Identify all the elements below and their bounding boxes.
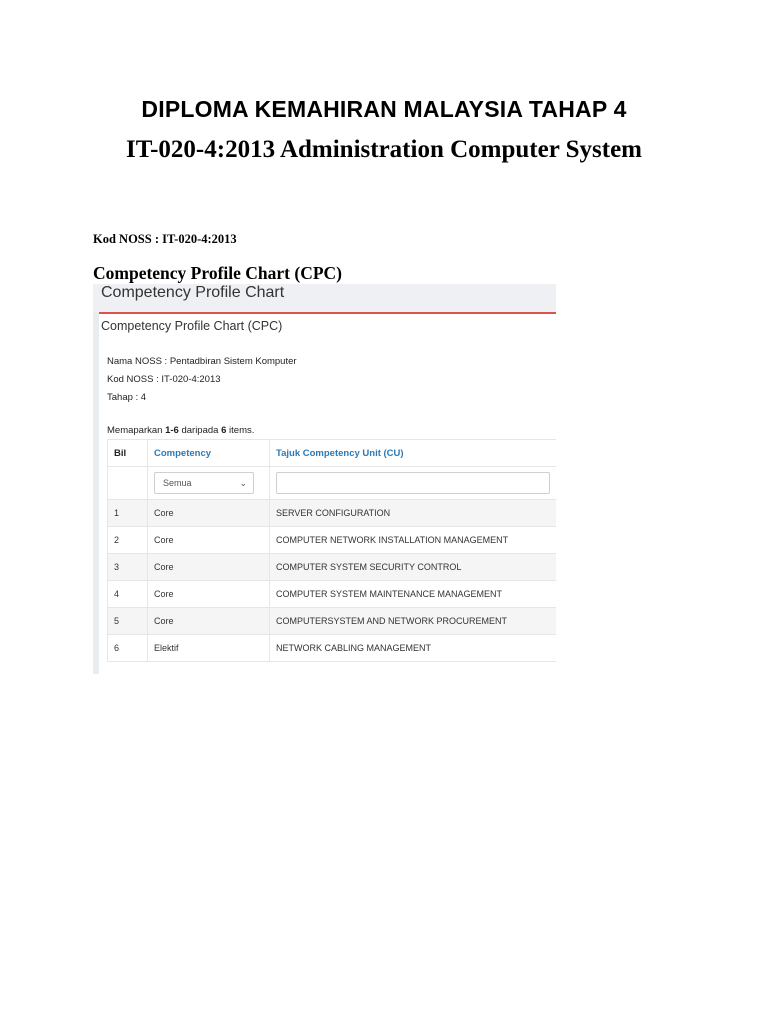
cell-bil: 1 — [108, 500, 148, 527]
screenshot-top-bar — [93, 284, 556, 312]
cell-tajuk: COMPUTER SYSTEM MAINTENANCE MANAGEMENT — [270, 581, 557, 608]
tajuk-filter-input[interactable] — [276, 472, 550, 494]
table-row — [108, 581, 557, 608]
summary-prefix: Memaparkan — [107, 425, 166, 436]
competency-filter-value: Semua — [163, 478, 192, 488]
cell-tajuk: COMPUTER SYSTEM SECURITY CONTROL — [270, 554, 557, 581]
competency-table — [107, 439, 556, 662]
chevron-down-icon: ⌄ — [239, 478, 247, 488]
panel-title: Competency Profile Chart (CPC) — [101, 319, 283, 333]
cell-bil: 4 — [108, 581, 148, 608]
document-subtitle: IT-020-4:2013 Administration Computer System — [126, 136, 642, 163]
kod-noss-label: Kod NOSS : IT-020-4:2013 — [93, 232, 237, 246]
cell-tajuk: COMPUTERSYSTEM AND NETWORK PROCUREMENT — [270, 608, 557, 635]
summary-range: 1-6 — [165, 425, 179, 436]
filter-cell-competency — [148, 467, 270, 500]
cell-bil: 3 — [108, 554, 148, 581]
filter-cell-tajuk — [270, 467, 557, 500]
competency-filter-select[interactable] — [154, 472, 254, 494]
items-summary — [107, 425, 254, 436]
table-row — [108, 635, 557, 662]
topbar-title: Competency Profile Chart — [101, 284, 285, 301]
column-header-bil: Bil — [108, 440, 148, 467]
cell-competency: Core — [148, 581, 270, 608]
document-title: DIPLOMA KEMAHIRAN MALAYSIA TAHAP 4 — [141, 96, 627, 122]
table-header-row — [108, 440, 557, 467]
cell-competency: Core — [148, 500, 270, 527]
meta-nama-noss: Nama NOSS : Pentadbiran Sistem Komputer — [107, 356, 297, 367]
column-header-competency[interactable]: Competency — [148, 440, 270, 467]
cell-bil: 2 — [108, 527, 148, 554]
filter-cell-empty — [108, 467, 148, 500]
cell-competency: Core — [148, 554, 270, 581]
cell-competency: Core — [148, 527, 270, 554]
table-row — [108, 527, 557, 554]
summary-total: 6 — [221, 425, 227, 436]
table-row — [108, 500, 557, 527]
column-header-tajuk[interactable]: Tajuk Competency Unit (CU) — [270, 440, 557, 467]
meta-tahap: Tahap : 4 — [107, 392, 147, 403]
cell-bil: 5 — [108, 608, 148, 635]
summary-middle: daripada — [178, 425, 222, 436]
cpc-screenshot — [93, 284, 556, 674]
table-row — [108, 554, 557, 581]
section-heading: Competency Profile Chart (CPC) — [93, 263, 342, 283]
cell-tajuk: NETWORK CABLING MANAGEMENT — [270, 635, 557, 662]
table-row — [108, 608, 557, 635]
summary-suffix: items. — [226, 425, 255, 436]
meta-kod-noss: Kod NOSS : IT-020-4:2013 — [107, 374, 221, 385]
table-filter-row — [108, 467, 557, 500]
cell-tajuk: SERVER CONFIGURATION — [270, 500, 557, 527]
cell-competency: Elektif — [148, 635, 270, 662]
cell-tajuk: COMPUTER NETWORK INSTALLATION MANAGEMENT — [270, 527, 557, 554]
cell-competency: Core — [148, 608, 270, 635]
cell-bil: 6 — [108, 635, 148, 662]
